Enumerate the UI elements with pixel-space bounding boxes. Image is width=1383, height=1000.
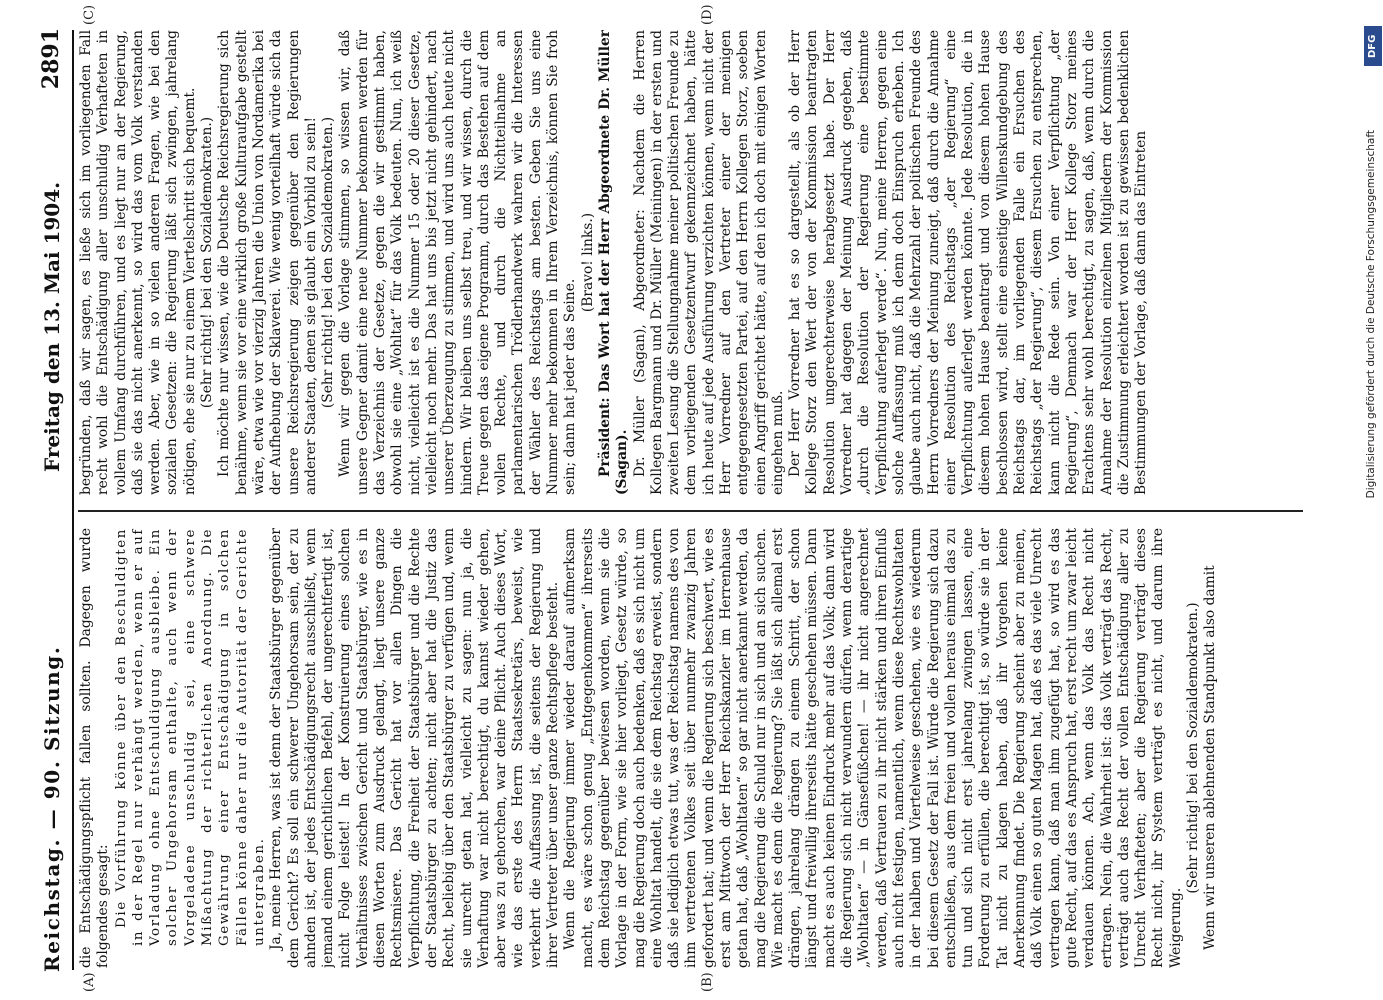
interjection: (Sehr richtig! bei den Sozialdemokraten.) — [199, 116, 216, 409]
column-divider — [78, 510, 1303, 512]
page-header — [38, 28, 68, 972]
paragraph: die Entschädigungspflicht fallen sollten. Dagegen wurde folgendes gesagt: — [78, 528, 112, 968]
digitization-credit: Digitalisierung gefördert durch die Deutsche Forschungsgemeinschaft — [1365, 130, 1377, 499]
page-number: 2891 — [38, 28, 64, 90]
margin-marker-c: (C) — [82, 4, 97, 25]
left-column — [78, 528, 1298, 968]
header-date: Freitag den 13. Mai 1904. — [40, 181, 64, 472]
paragraph: Dr. Müller (Sagan), Abgeordneter: Nachdem die Herren Kollegen Bargmann und Dr. Müller (Meiningen) in der ersten und zweiten Lesung die Stellungnahme meiner politischen Freunde zu dem vorliegenden Gesetzentwurf gekennzeichnet haben, hätte ich heute auf jede Ausführung verzichten können, wenn nicht der Herr Vorredner auf den Vertreter einer der meinigen entgegengesetzten Partei, auf den Herrn Kollegen Storz, soeben einen Angriff gerichtet hätte, auf den ich doch mit einigen Worten eingehen muß. — [631, 30, 786, 495]
header-rule — [72, 30, 74, 970]
interjection: (Sehr richtig! bei den Sozialdemokraten.) — [1185, 602, 1201, 894]
dfg-logo: DFG — [1364, 26, 1382, 66]
paragraph: begründen, daß wir sagen, es ließe sich im vorliegenden Fall recht wohl die Entschädigung aller unschuldig Verhafteten in vollem Umfang durchführen, und es liegt nur an der Regierung, daß sie das nicht anerkennt, so wird das vom Volk verstanden werden. Aber, wie in so vielen anderen Fragen, wie bei den sozialen Gesetzen: die Regierung läßt sich zwingen, jahrelang nötigen, ehe sie nur zu einem Viertelschritt sich bequemt. — [78, 30, 198, 495]
paragraph: Der Herr Vorredner hat es so dargestellt, als ob der Herr Kollege Storz den Wert der von der Kommission beantragten Resolution ungerechterweise herabgesetzt habe. Der Herr Vorredner hat dagegen der Meinung Ausdruck gegeben, daß „durch die Resolution der Regierung eine bestimmte Verpflichtung auferlegt werde“. Nun, meine Herren, gegen eine solche Auffassung muß ich denn doch Einspruch erheben. Ich glaube auch nicht, daß die Mehrzahl der politischen Freunde des Herrn Vorredners der Meinung zuneigt, daß durch die Annahme einer Resolution des Reichstags „der Regierung“ eine Verpflichtung auferlegt werden könnte. Jede Resolution, die in diesem hohen Hause beantragt und von diesem hohen Hause beschlossen wird, stellt eine einseitige Willenskundgebung des Reichstags dar, im vorliegenden Falle ein Ersuchen des Reichstags „der Regierung“, diesem Ersuchen zu entsprechen, kann nicht die Rede sein. Von einer Verpflichtung „der Regierung“, Demnach war der Herr Kollege Storz meines Erachtens sehr wohl berechtigt, zu sagen, daß, wenn durch die Annahme der Resolution einzelnen Mitgliedern der Kommission die Zustimmung erleichtert worden ist zu gewissen bedenklichen Bestimmungen der Vorlage, daß dann das Eintreten — [787, 30, 1150, 495]
paragraph: Wenn wir gegen die Vorlage stimmen, so wissen wir, daß unsere Gegner damit eine neue Nummer bekommen werden für das Verzeichnis der Gesetze, gegen die wir gestimmt haben, obwohl sie eine „Wohltat“ für das Volk bedeuten. Nun, ich weiß nicht, vielleicht ist es die Nummer 15 oder 20 dieser Gesetze, vielleicht noch mehr. Das hat uns bis jetzt nicht gehindert, nach unserer Überzeugung zu stimmen, und wird uns auch heute nicht hindern. Wir bleiben uns selbst treu, und wir wissen, durch die Treue gegen das eigene Programm, durch das Bestehen auf dem vollen Rechte, und durch die Nichtteilnahme an parlamentarischen Trödlerhandwerk wahren wir die Interessen der Wähler des Reichstags am besten. Geben Sie uns eine Nummer mehr bekommen in Ihrem Verzeichnis, können Sie froh sein; dann hat jeder das Seine. — [337, 30, 579, 495]
paragraph: Wenn die Regierung immer wieder darauf aufmerksam macht, es wäre schon genug „Entgegenkommen“ ihrerseits dem Reichstag gegenüber bewiesen worden, wenn sie die Vorlage in der Form, wie sie hier vorliegt, Gesetz würde, so mag die Regierung doch auch bedenken, daß es sich nicht um eine Wohltat handelt, die sie dem Reichstag erweist, sondern daß sie lediglich etwas tut, was der Reichstag namens des von ihm vertretenen Volkes seit über nunmehr zwanzig Jahren gefordert hat; und wenn die Regierung sich beschwert, wie es erst am Mittwoch der Herr Reichskanzler im Herrenhause getan hat, daß „Wohltaten“ so gar nicht anerkannt werden, da mag die Regierung die Schuld nur in sich und an sich suchen. Wie macht es denn die Regierung? Sie läßt sich allemal erst drängen, jahrelang drängen zu einem Schritt, der schon längst und freiwillig ihrerseits hätte geschehen müssen. Dann macht es auch keinen Eindruck mehr auf das Volk; dann wird die Regierung sich nicht verwundern dürfen, wenn derartige „Wohltaten“ — in Gänsefüßchen! — ihr nicht angerechnet werden, daß Vertrauen zu ihr nicht stärken und ihren Einfluß auch nicht festigen, namentlich, wenn diese Rechtswohltaten in der halben und Viertelweise geschehen, wie es wiederum bei diesem Gesetz der Fall ist. Würde die Regierung sich dazu entschließen, aus dem freien und vollen heraus einmal das zu tun und sich nicht erst jahrelang zwingen lassen, eine Forderung zu erfüllen, die berechtigt ist, so würde sie in der Tat nicht zu klagen haben, daß ihr Vorgehen keine Anerkennung findet. Die Regierung scheint aber zu meinen, daß Volk einen so guten Magen hat, daß es das viele Unrecht vertragen kann, daß man ihm zugefügt hat, so wird es das gute Recht, auf das es Anspruch hat, erst recht um zwar leicht verdauen können. Ach, wenn das Volk das Recht nicht ertragen. Nein, die Wahrheit ist: das Volk verträgt das Recht, verträgt auch das Recht der vollen Entschädigung aller zu Unrecht Verhafteten; aber die Regierung verträgt dieses Recht nicht, ihr System verträgt es nicht, und darum ihre Weigerung. — [562, 528, 1184, 968]
quote-block: Die Vorführung könne über den Beschuldigten in der Regel nur verhängt werden, wenn er auf Vorladung ohne Entschuldigung ausbleibe. Ein solcher Ungehorsam enthalte, auch wenn der Vorgeladene unschuldig sei, eine schwere Mißachtung der richterlichen Anordnung. Die Gewährung einer Entschädigung in solchen Fällen könne daher nur die Autorität der Gerichte untergraben. — [113, 528, 267, 946]
margin-marker-a: (A) — [82, 972, 97, 992]
paragraph: Wenn wir unseren ablehnenden Standpunkt also damit — [1202, 565, 1219, 950]
header-left: Reichstag. — 90. Sitzung. — [40, 645, 64, 972]
paragraph: Ich möchte nur wissen, wie die Deutsche Reichsregierung sich benähme, wenn sie vor eine wirklich große Kulturaufgabe gestellt wäre, etwa wie vor vierzig Jahren die Union von Nordamerika bei der Aufhebung der Sklaverei. Wie wenig vorteilhaft würde sich da unsere Reichsregierung zeigen gegenüber den Regierungen anderer Staaten, denen sie glaubt ein Vorbild zu sein! — [216, 30, 319, 495]
interjection: (Bravo! links.) — [579, 212, 596, 313]
margin-marker-b: (B) — [700, 972, 715, 992]
margin-marker-d: (D) — [700, 4, 715, 25]
interjection: (Sehr richtig! bei den Sozialdemokraten.) — [320, 116, 337, 409]
paragraph: Ja, meine Herren, was ist denn der Staatsbürger gegenüber dem Gericht? Es soll ein schwerer Ungehorsam sein, der zu ahnden ist, der jedes Entschädigungsrecht ausschließt, wenn jemand einem gerichtlichen Befehl, der ungerechtfertigt ist, nicht Folge leistet! In der Konstruierung eines solchen Verhältnisses zwischen Gericht und Staatsbürger, wie es in diesen Worten zum Ausdruck gelangt, liegt unsere ganze Rechtsmisere. Das Gericht hat vor allen Dingen die Verpflichtung, die Freiheit der Staatsbürger und die Rechte der Staatsbürger zu achten; nicht aber hat die Justiz das Recht, beliebig über den Staatsbürger zu verfügen und, wenn sie unrecht getan hat, vielleicht zu sagen: nun ja, die Verhaftung war nicht berechtigt, du kannst wieder gehen, aber was zu gehorchen, war deine Pflicht. Auch dieses Wort, wie das erste des Herrn Staatssekretärs, beweist, wie verkehrt die Auffassung ist, die seitens der Regierung und ihrer Vertreter über unser ganze Rechtspflege besteht. — [268, 528, 562, 968]
right-column — [78, 30, 1298, 495]
side-credit — [1363, 20, 1383, 980]
speaker-announcement: Präsident: Das Wort hat der Herr Abgeordnete Dr. Müller (Sagan). — [596, 30, 631, 495]
